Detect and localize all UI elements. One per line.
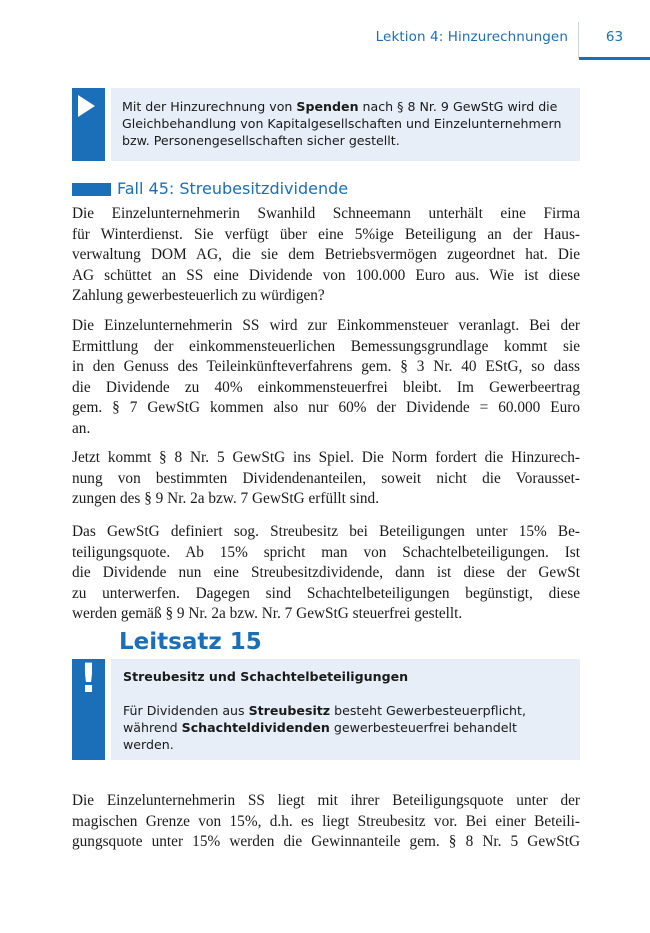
page-header (0, 0, 650, 60)
text-line: Jetzt kommt § 8 Nr. 5 GewStG ins Spiel. Die Norm fordert die Hinzurech- (72, 449, 580, 466)
text-line: Zahlung gewerbesteuerlich zu würdigen? (72, 287, 325, 304)
note-text-part: Mit der Hinzurechnung von (122, 99, 297, 114)
text-line: magischen Grenze von 15%, d.h. es liegt Streubesitz vor. Bei einer Beteili- (72, 812, 580, 830)
text-line: die Dividende zu 40% einkommensteuerfrei bleibt. Im Gewerbeertrag (72, 378, 580, 396)
principle-keyword: Schachteldividenden (181, 720, 330, 735)
case-marker (72, 183, 111, 196)
page-number: 63 (605, 29, 624, 45)
text-line: teiligungsquote. Ab 15% spricht man von Schachtelbeteiligungen. Ist (72, 543, 580, 561)
text-line: Das GewStG definiert sog. Streubesitz bei Beteiligungen unter 15% Be- (72, 523, 580, 540)
note-box (72, 88, 580, 161)
text-line: gem. § 7 GewStG kommen also nur 60% der Dividende = 60.000 Euro (72, 399, 580, 416)
note-text (122, 98, 567, 149)
text-line: Die Einzelunternehmerin SS wird zur Einkommensteuer veranlagt. Bei der (72, 317, 580, 334)
case-description (72, 204, 580, 307)
text-line: für Winterdienst. Sie verfügt über eine 5%ige Beteiligung an der Haus- (72, 225, 580, 243)
note-text-part: nach § 8 Nr. 9 GewStG wird die Gleichbehandlung von Kapitalgesellschaften und Einzelunternehmern bzw. Personengesellschaften sicher gestellt. (122, 99, 562, 148)
text-line: in den Genuss des Teileinkünfteverfahrens gem. § 3 Nr. 40 EStG, so dass (72, 358, 580, 375)
text-line: werden gemäß § 9 Nr. 2a bzw. Nr. 7 GewStG steuerfrei gestellt. (72, 605, 463, 622)
principle-text (123, 702, 563, 753)
body-paragraph (72, 316, 580, 439)
case-title: Fall 45: Streubesitzdividende (117, 179, 349, 198)
text-line: nung von bestimmten Dividendenanteilen, soweit nicht die Vorausset- (72, 469, 580, 487)
text-line: an. (72, 419, 91, 437)
body-paragraph (72, 522, 580, 625)
body-paragraph (72, 791, 580, 853)
text-line: die Dividende nun eine Streubesitzdividende, dann ist diese der GewSt (72, 564, 580, 581)
chapter-title: Lektion 4: Hinzurechnungen (375, 29, 568, 45)
text-line: gungsquote unter 15% werden die Gewinnanteile gem. § 8 Nr. 5 GewStG (72, 833, 580, 850)
exclamation-icon: ! (79, 656, 98, 702)
text-line: zu unterwerfen. Dagegen sind Schachtelbeteiligungen begünstigt, diese (72, 584, 580, 602)
principle-title: Leitsatz 15 (119, 629, 262, 655)
note-box-bar (72, 88, 105, 161)
body-paragraph (72, 448, 580, 510)
text-line: Ermittlung der einkommensteuerlichen Bemessungsgrundlage kommt sie (72, 337, 580, 355)
note-box-body (111, 88, 580, 161)
principle-heading: Streubesitz und Schachtelbeteiligungen (123, 669, 409, 684)
arrow-right-icon (78, 95, 95, 117)
text-line: zungen des § 9 Nr. 2a bzw. 7 GewStG erfüllt sind. (72, 490, 380, 507)
principle-keyword: Streubesitz (248, 703, 331, 718)
page-number-underline (579, 57, 650, 60)
principle-text-part: Für Dividenden aus (123, 703, 249, 718)
principle-text-part: gewerbesteuerfrei behandelt werden. (123, 720, 517, 752)
text-line: Die Einzelunternehmerin Swanhild Schneemann unterhält eine Firma (72, 205, 580, 222)
principle-box (111, 659, 580, 760)
text-line: Die Einzelunternehmerin SS liegt mit ihrer Beteiligungsquote unter der (72, 792, 580, 809)
principle-text-part: besteht Gewerbesteuerpflicht, während (123, 703, 526, 735)
note-keyword: Spenden (296, 99, 359, 114)
text-line: verwaltung DOM AG, die sie dem Betriebsvermögen zugeordnet hat. Die (72, 246, 580, 263)
text-line: AG schüttet an SS eine Dividende von 100.000 Euro aus. Wie ist diese (72, 266, 580, 284)
